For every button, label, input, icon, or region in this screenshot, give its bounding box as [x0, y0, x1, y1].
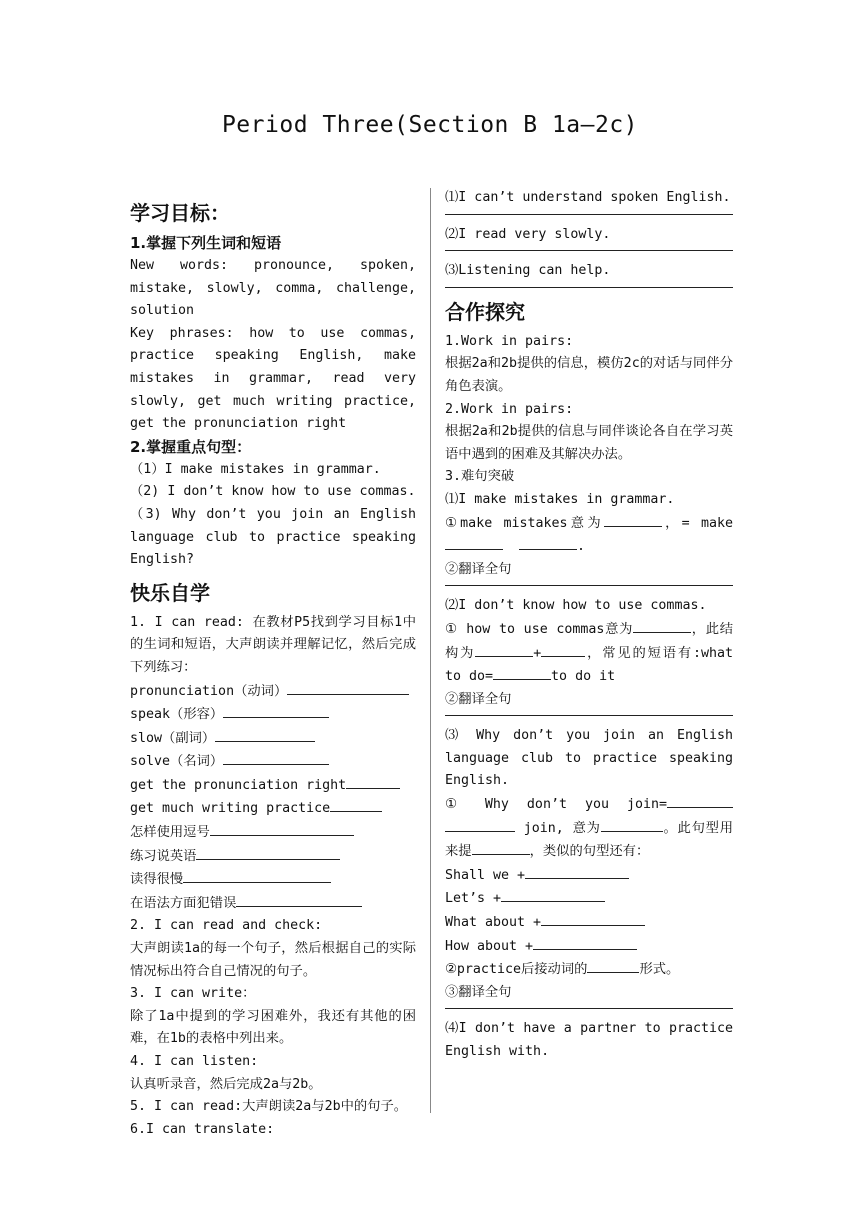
sentence-3: ⑶ Why don’t you join an English language club to practice speaking English. — [445, 728, 733, 789]
answer-blank[interactable] — [445, 817, 515, 832]
heading-cooperation: 合作探究 — [445, 299, 525, 324]
sentence-3-q2: ②practice后接动词的 形式。 — [445, 958, 733, 982]
task-3-text: 除了1a中提到的学习困难外，我还有其他的困难，在1b的表格中列出来。 — [130, 1008, 416, 1047]
answer-line[interactable] — [445, 287, 733, 288]
sentence-3-q3: ③翻译全句 — [445, 984, 512, 1000]
exercise-item: get much writing practice — [130, 797, 416, 821]
pattern-item: Let’s + — [445, 887, 733, 911]
sentence-2-q1: ① how to use commas意为 ，此结构为 + ，常见的短语有:what to do= to do it — [445, 618, 733, 689]
task-4-title: 4. I can listen: — [130, 1054, 259, 1069]
key-sentence-3: （3) Why don’t you join an English language club to practice speaking English? — [130, 506, 416, 568]
answer-blank[interactable] — [533, 935, 637, 950]
page-title: Period Three(Section B 1a—2c) — [221, 112, 639, 138]
exercise-item: speak（形容） — [130, 703, 416, 727]
work-1-text: 根据2a和2b提供的信息，模仿2c的对话与同伴分角色表演。 — [445, 356, 733, 394]
answer-line[interactable] — [445, 214, 733, 215]
left-column — [130, 192, 416, 1141]
answer-line[interactable] — [445, 250, 733, 251]
exercise-item: 在语法方面犯错误 — [130, 892, 416, 916]
work-2-text: 根据2a和2b提供的信息与同伴谈论各自在学习英语中遇到的困难及其解决办法。 — [445, 424, 733, 462]
answer-blank[interactable] — [287, 680, 409, 695]
task-1: 1. I can read: 在教材P5找到学习目标1中的生词和短语，大声朗读并理解记忆，然后完成下列练习： — [130, 614, 416, 675]
answer-blank[interactable] — [223, 703, 329, 718]
answer-blank[interactable] — [445, 535, 503, 550]
translate-1: ⑴I can’t understand spoken English. — [445, 190, 731, 205]
answer-line[interactable] — [445, 1008, 733, 1009]
sentence-1: ⑴I make mistakes in grammar. — [445, 491, 675, 507]
answer-blank[interactable] — [346, 774, 400, 789]
answer-blank[interactable] — [223, 750, 329, 765]
work-2-title: 2.Work in pairs: — [445, 401, 574, 417]
answer-line[interactable] — [445, 715, 733, 716]
answer-blank[interactable] — [183, 868, 331, 883]
task-4-text: 认真听录音，然后完成2a与2b。 — [130, 1076, 322, 1092]
task-3-title: 3. I can write： — [130, 986, 256, 1002]
sentence-3-q1: ① Why don’t you join= join, 意为 。此句型用来提 ，类似的句型还有： — [445, 793, 733, 864]
key-sentence-2: （2) I don’t know how to use commas. — [130, 484, 416, 500]
task-6: 6.I can translate: — [130, 1121, 275, 1137]
answer-blank[interactable] — [541, 642, 585, 657]
exercise-item: 读得很慢 — [130, 868, 416, 892]
difficult-sentences-title: 3.难句突破 — [445, 469, 515, 485]
column-divider — [430, 188, 431, 1113]
answer-blank[interactable] — [493, 665, 551, 680]
answer-blank[interactable] — [587, 958, 639, 973]
answer-blank[interactable] — [210, 821, 354, 836]
sentence-2-q2: ②翻译全句 — [445, 691, 512, 707]
sentence-1-q1: ①make mistakes意为 ，= make . — [445, 512, 733, 559]
pattern-item: What about + — [445, 911, 733, 935]
sentence-4: ⑷I don’t have a partner to practice English with. — [445, 1021, 733, 1059]
exercise-item: 怎样使用逗号 — [130, 821, 416, 845]
key-sentence-1: （1）I make mistakes in grammar. — [130, 461, 381, 477]
key-phrases: Key phrases: how to use commas, practice speaking English, make mistakes in grammar, read very slowly, get much writing practice, get the pronunciation right — [130, 325, 416, 432]
answer-blank[interactable] — [330, 797, 382, 812]
pattern-item: Shall we + — [445, 864, 733, 888]
heading-learning-goals: 学习目标： — [130, 201, 230, 225]
answer-blank[interactable] — [236, 892, 362, 907]
exercise-item: get the pronunciation right — [130, 774, 416, 798]
task-5: 5. I can read:大声朗读2a与2b中的句子。 — [130, 1099, 408, 1115]
sentence-2: ⑵I don’t know how to use commas. — [445, 598, 707, 614]
new-words: New words: pronounce, spoken, mistake, slowly, comma, challenge, solution — [130, 258, 416, 319]
right-column — [445, 187, 733, 1064]
answer-blank[interactable] — [501, 887, 605, 902]
task-2-text: 大声朗读1a的每一个句子，然后根据自己的实际情况标出符合自己情况的句子。 — [130, 941, 416, 979]
answer-blank[interactable] — [633, 618, 691, 633]
exercise-item: slow（副词） — [130, 727, 416, 751]
answer-blank[interactable] — [472, 840, 530, 855]
answer-blank[interactable] — [604, 512, 662, 527]
work-1-title: 1.Work in pairs: — [445, 333, 574, 349]
sentence-1-q2: ②翻译全句 — [445, 561, 512, 577]
answer-blank[interactable] — [475, 642, 533, 657]
answer-blank[interactable] — [519, 535, 577, 550]
subheading-vocab: 1.掌握下列生词和短语 — [130, 234, 282, 252]
answer-blank[interactable] — [196, 845, 340, 860]
translate-2: ⑵I read very slowly. — [445, 226, 611, 242]
answer-blank[interactable] — [215, 727, 315, 742]
heading-self-study: 快乐自学 — [130, 580, 210, 605]
task-2-title: 2. I can read and check: — [130, 918, 323, 934]
translate-3: ⑶Listening can help. — [445, 263, 611, 279]
answer-blank[interactable] — [525, 864, 629, 879]
exercise-item: 练习说英语 — [130, 845, 416, 869]
exercise-item: pronunciation（动词） — [130, 680, 416, 704]
answer-line[interactable] — [445, 585, 733, 586]
answer-blank[interactable] — [601, 817, 663, 832]
pattern-item: How about + — [445, 935, 733, 959]
answer-blank[interactable] — [541, 911, 645, 926]
exercise-item: solve（名词） — [130, 750, 416, 774]
answer-blank[interactable] — [667, 793, 733, 808]
subheading-sentences: 2.掌握重点句型： — [130, 437, 252, 456]
